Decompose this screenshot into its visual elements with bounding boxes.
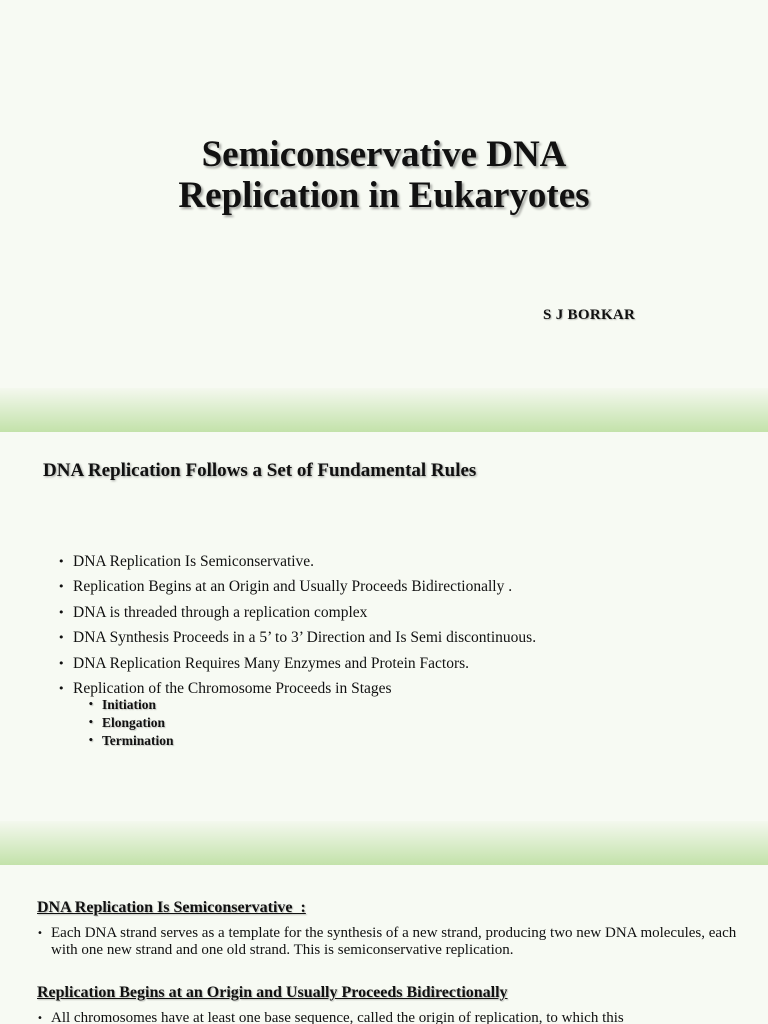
title-slide xyxy=(0,0,768,432)
list-item: • DNA Replication Requires Many Enzymes and Protein Factors. xyxy=(58,651,536,676)
list-item: • DNA Replication Is Semiconservative. xyxy=(58,549,536,574)
stage-item-termination: • Termination xyxy=(88,732,174,750)
list-item: • Replication Begins at an Origin and Usually Proceeds Bidirectionally . xyxy=(58,574,536,599)
stages-list xyxy=(88,696,174,750)
rules-list xyxy=(58,549,536,701)
title-line-1: Semiconservative DNA xyxy=(201,134,567,175)
heading-text: DNA Replication Is Semiconservative xyxy=(37,899,293,916)
list-item: • DNA is threaded through a replication complex xyxy=(58,600,536,625)
slide-divider-band xyxy=(0,388,768,432)
slide-divider-band xyxy=(0,821,768,865)
bullet-icon: • xyxy=(37,1013,43,1024)
paragraph-origin xyxy=(37,1010,751,1024)
section-heading-origin: Replication Begins at an Origin and Usually Proceeds Bidirectionally xyxy=(37,984,508,1001)
slide-heading: DNA Replication Follows a Set of Fundamental Rules xyxy=(43,460,477,481)
title-line-2: Replication in Eukaryotes xyxy=(178,175,590,216)
list-item: • Replication of the Chromosome Proceeds in Stages xyxy=(58,676,536,701)
paragraph-semiconservative xyxy=(37,925,751,959)
paragraph-text: All chromosomes have at least one base sequence, called the origin of replication, to which this xyxy=(51,1010,624,1024)
author-name: S J BORKAR xyxy=(543,307,636,323)
slide-title xyxy=(0,134,768,216)
rules-slide xyxy=(0,432,768,865)
stage-item-initiation: • Initiation xyxy=(88,696,174,714)
bullet-icon: • xyxy=(37,928,43,939)
heading-suffix: : xyxy=(292,899,306,916)
paragraph-text: Each DNA strand serves as a template for the synthesis of a new strand, producing two new DNA molecules, each with one new strand and one old strand. This is semiconservative replication. xyxy=(51,925,737,958)
stage-item-elongation: • Elongation xyxy=(88,714,174,732)
section-heading-semiconservative xyxy=(37,899,306,917)
semiconservative-slide xyxy=(0,865,768,1024)
list-item: • DNA Synthesis Proceeds in a 5’ to 3’ Direction and Is Semi discontinuous. xyxy=(58,625,536,650)
